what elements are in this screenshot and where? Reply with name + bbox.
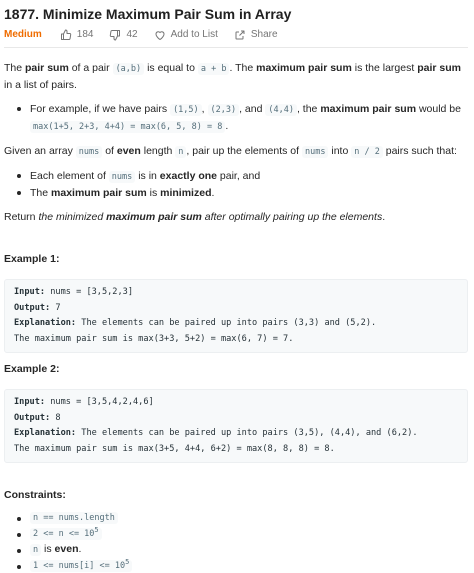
thumbs-down-icon [109,29,121,41]
inline-code: nums [109,171,135,183]
text: For example, if we have pairs [30,103,171,115]
explanation-text: The elements can be paired up into pairs (3,3) and (5,2). [76,318,377,328]
dislike-button[interactable] [109,29,137,41]
italic-text [38,211,382,223]
inline-code: nums [76,146,102,158]
example-explanation-line: The maximum pair sum is max(3+3, 5+2) = max(6, 7) = 7. [14,333,294,344]
text: in a list of pairs. [4,79,77,91]
text: the minimized [38,211,107,223]
bold-term: pair sum [417,62,461,74]
share-icon [234,29,246,41]
problem-title: 1877. Minimize Maximum Pair Sum in Array [4,6,292,22]
example-explanation-line [14,316,458,332]
problem-meta-bar [4,28,468,48]
text: is in [135,170,160,182]
example-1-box [4,279,468,353]
condition-list [4,168,468,201]
example-input-line [14,395,458,411]
text: pairs such that: [382,145,457,157]
text: The [4,62,26,74]
example-explanation-line: The maximum pair sum is max(3+5, 4+4, 6+2) = max(8, 8, 8) = 8. [14,443,335,454]
difficulty-badge: Medium [4,29,42,40]
text: . [225,120,229,132]
bold-term: maximum pair sum [320,103,417,115]
bold-term: even [54,543,79,555]
example-explanation-line [14,426,458,442]
like-count: 184 [76,29,94,40]
text: is equal to [144,62,198,74]
list-item [4,101,468,135]
bold-term: maximum pair sum [256,62,352,74]
inline-code: n / 2 [351,146,383,158]
text: , pair up the elements of [186,145,302,157]
example-input-line [14,285,458,301]
text: pair, and [217,170,261,182]
description-paragraph [4,209,468,225]
input-label: Input: [14,287,46,297]
bold-term: exactly one [159,170,217,182]
text: , the [296,103,321,115]
constraints-list [4,511,468,573]
input-value: nums = [3,5,4,2,4,6] [45,397,154,407]
example-2-title: Example 2: [4,363,60,375]
description-paragraph [4,60,468,93]
text: . [211,187,215,199]
text: of a pair [68,62,113,74]
example-1-title: Example 1: [4,253,60,265]
text: The [30,187,52,199]
bold-term: pair sum [25,62,69,74]
text: , [201,103,208,115]
example-output-line [14,301,458,317]
bold-term: minimized [160,187,212,199]
inline-code: n [30,544,41,556]
text: . [78,543,82,555]
share-label: Share [250,29,278,40]
text: length [140,145,176,157]
output-value: 8 [50,412,61,423]
inline-code: (2,3) [208,104,240,116]
text: of [102,145,117,157]
explanation-label: Explanation: [14,428,77,438]
heart-icon [154,29,166,41]
inline-code [30,528,102,540]
list-item [4,527,468,541]
inline-code: a + b [198,63,230,75]
inline-code: max(1+5, 2+3, 4+4) = max(6, 5, 8) = 8 [30,121,225,133]
superscript: 5 [125,558,130,567]
input-label: Input: [14,397,46,407]
text: after optimally pairing up the elements [201,211,383,223]
problem-description [4,60,468,225]
example-output-line [14,411,458,427]
text: Return [4,211,39,223]
text: . [382,211,386,223]
explanation-text: The elements can be paired up into pairs (3,5), (4,4), and (6,2). [76,428,418,438]
inline-code: (4,4) [265,104,297,116]
inline-code: n == nums.length [30,512,118,524]
list-item [4,511,468,525]
inline-code: nums [302,146,328,158]
bold-term: even [116,145,141,157]
description-paragraph [4,143,468,160]
bold-term: maximum pair sum [51,187,147,199]
output-value: 7 [50,302,61,313]
dislike-count: 42 [126,29,138,40]
output-label: Output: [14,302,51,313]
inline-code: (a,b) [113,63,145,75]
inline-code: n [175,146,186,158]
text: 1 <= nums[i] <= 10 [33,561,126,571]
add-to-list-label: Add to List [170,29,218,40]
text: Each element of [30,170,109,182]
text: is the largest [351,62,418,74]
example-2-box [4,389,468,463]
explanation-label: Explanation: [14,318,77,328]
output-label: Output: [14,412,51,423]
inline-code: (1,5) [170,104,202,116]
example-bullet-list [4,101,468,135]
text: is [146,187,161,199]
constraints-title: Constraints: [4,489,66,501]
superscript: 5 [94,526,99,535]
inline-code [30,560,132,572]
text: Given an array [4,145,76,157]
thumbs-up-icon [60,29,72,41]
text: would be [416,103,461,115]
list-item [4,185,468,201]
text: 2 <= n <= 10 [33,529,95,539]
bold-term: maximum pair sum [106,211,202,223]
problem-page [0,5,474,571]
text: into [328,145,352,157]
input-value: nums = [3,5,2,3] [45,287,134,297]
text: . The [229,62,257,74]
list-item [4,543,468,557]
list-item [4,559,468,573]
list-item [4,168,468,185]
text: is [41,543,55,555]
add-to-list-button[interactable] [154,29,218,41]
like-button[interactable] [60,29,94,41]
text: , and [239,103,266,115]
share-button[interactable] [234,29,278,41]
